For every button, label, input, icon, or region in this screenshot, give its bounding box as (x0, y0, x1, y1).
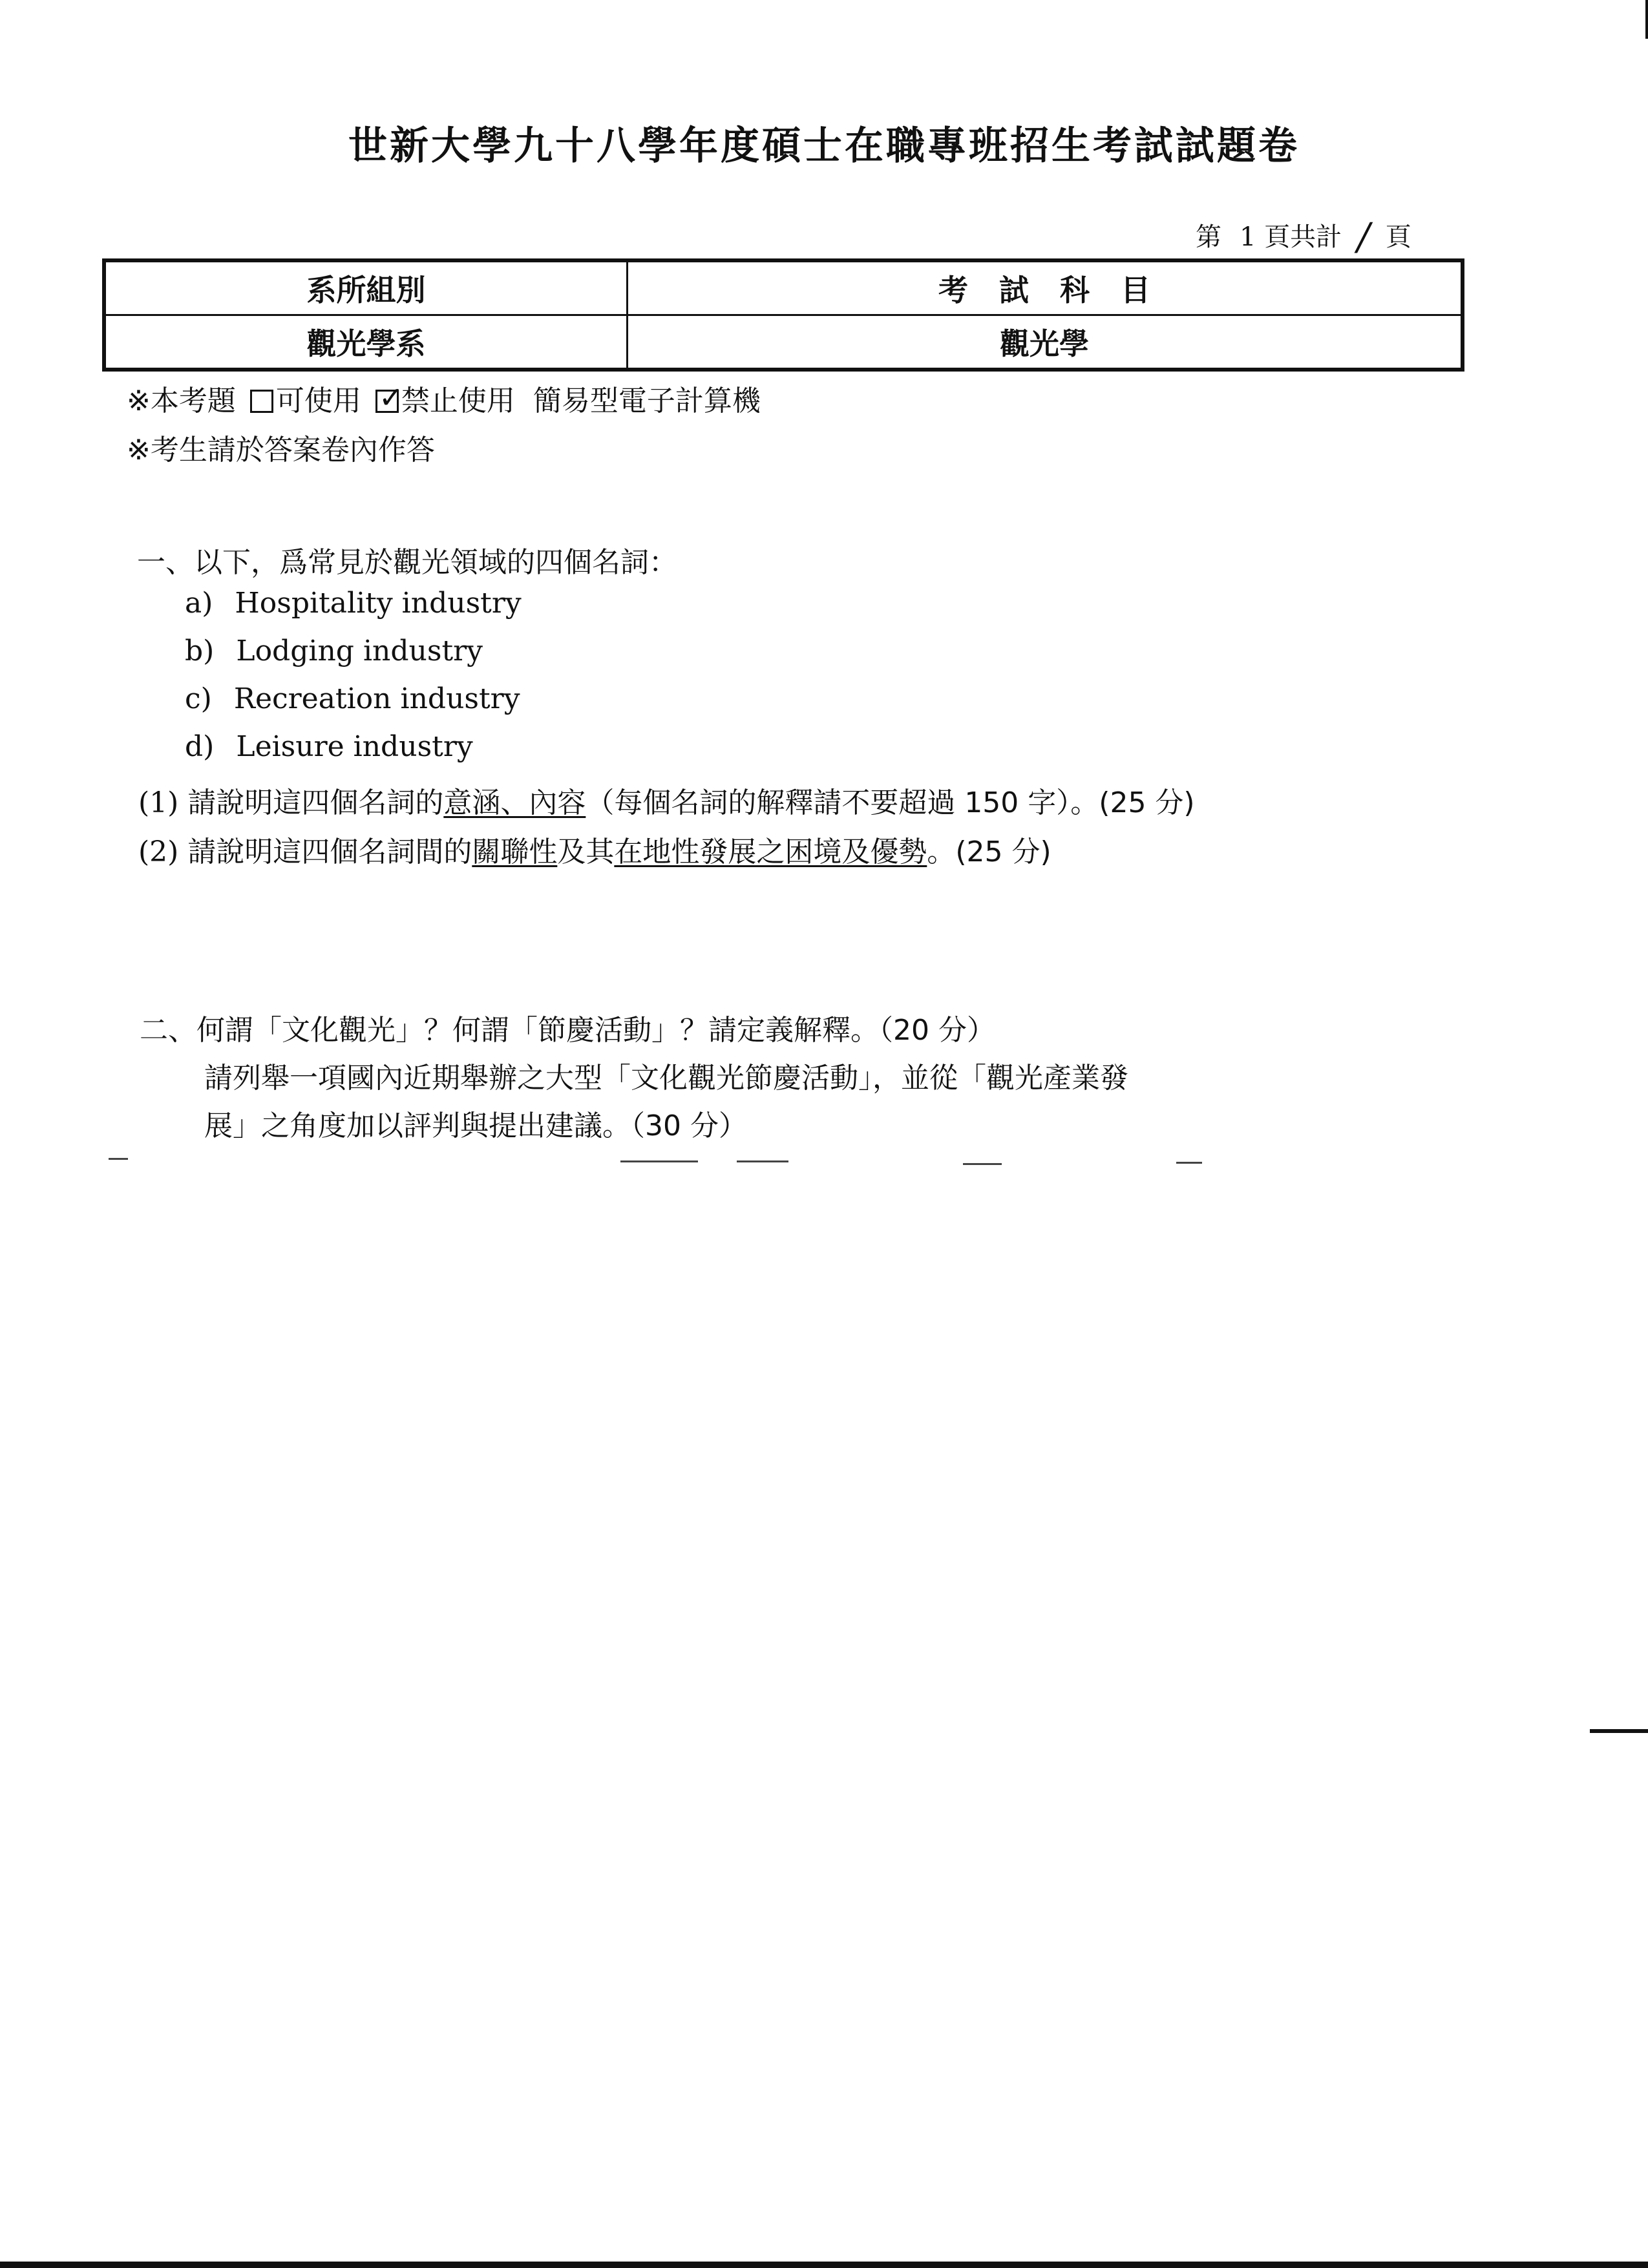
checkmark-icon: ✓ (378, 380, 404, 415)
sub-text-underlined: 在地性發展之困境及優勢 (614, 835, 927, 868)
sub-text-post: （每個名詞的解釋請不要超過 150 字）。(25 分) (586, 786, 1195, 819)
page-slash: / (1357, 215, 1370, 258)
subject-header-text: 考試科目 (938, 273, 1181, 308)
q2-line3: 展」之角度加以評判與提出建議。（30 分） (204, 1109, 747, 1142)
sub-text-pre: 請說明這四個名詞間的 (187, 835, 472, 868)
scan-mark (1590, 1729, 1648, 1733)
sub-number: (1) (138, 786, 179, 819)
scan-edge (1645, 0, 1648, 39)
item-text: Leisure industry (236, 730, 473, 763)
subject-header (628, 260, 1463, 315)
calc-forbidden-checkbox[interactable] (375, 380, 404, 415)
calc-item: 簡易型電子計算機 (533, 384, 761, 417)
item-label: d) (185, 730, 215, 763)
item-label: a) (185, 587, 213, 620)
item-label: c) (185, 682, 212, 715)
q2-line1: 二、何謂「文化觀光」？何謂「節慶活動」？請定義解釋。（20 分） (140, 1014, 995, 1047)
calc-allowed-label: 可使用 (275, 384, 361, 417)
dept-header: 系所組別 (104, 260, 628, 315)
subject-value: 觀光學 (628, 315, 1463, 370)
calc-forbidden-label: 禁止使用 (401, 384, 515, 417)
q1-item (185, 682, 520, 715)
sub-text-mid: 及其 (557, 835, 615, 868)
item-text: Recreation industry (233, 682, 520, 715)
item-text: Lodging industry (236, 635, 483, 667)
scan-artifact (1176, 1162, 1202, 1164)
q2-line2: 請列舉一項國內近期舉辦之大型「文化觀光節慶活動」，並從「觀光產業發 (204, 1062, 1128, 1095)
scan-artifact (963, 1163, 1002, 1165)
page-current: 1 (1240, 222, 1256, 252)
sub-text-post: 。(25 分) (927, 835, 1051, 868)
item-label: b) (185, 635, 215, 667)
page-number (1196, 215, 1411, 258)
sub-text-underlined: 關聯性 (472, 835, 558, 868)
page-middle: 頁共計 (1264, 222, 1342, 252)
scan-edge (0, 2262, 1648, 2268)
exam-title: 世新大學九十八學年度碩士在職專班招生考試試題卷 (348, 123, 1300, 169)
scan-artifact (620, 1160, 698, 1162)
calc-prefix: ※本考題 (127, 384, 236, 417)
page-prefix: 第 (1196, 222, 1221, 252)
q1-item (185, 587, 522, 620)
scan-artifact (737, 1160, 788, 1162)
q1-item (185, 635, 483, 667)
q1-sub2 (138, 828, 1051, 870)
page-suffix: 頁 (1385, 222, 1411, 252)
sub-text-underlined: 意涵、內容 (443, 786, 586, 819)
dept-value: 觀光學系 (104, 315, 628, 370)
answer-note: ※考生請於答案卷內作答 (127, 434, 435, 467)
q1-sub1 (138, 779, 1195, 821)
calc-allowed-checkbox[interactable] (250, 390, 273, 413)
q1-intro: 一、以下，爲常見於觀光領域的四個名詞： (137, 546, 677, 579)
sub-text-pre: 請說明這四個名詞的 (187, 786, 444, 819)
scan-artifact (109, 1158, 128, 1160)
item-text: Hospitality industry (235, 587, 522, 620)
sub-number: (2) (138, 835, 179, 868)
calculator-note (127, 377, 761, 419)
exam-info-table (102, 258, 1464, 372)
q1-item (185, 730, 473, 763)
